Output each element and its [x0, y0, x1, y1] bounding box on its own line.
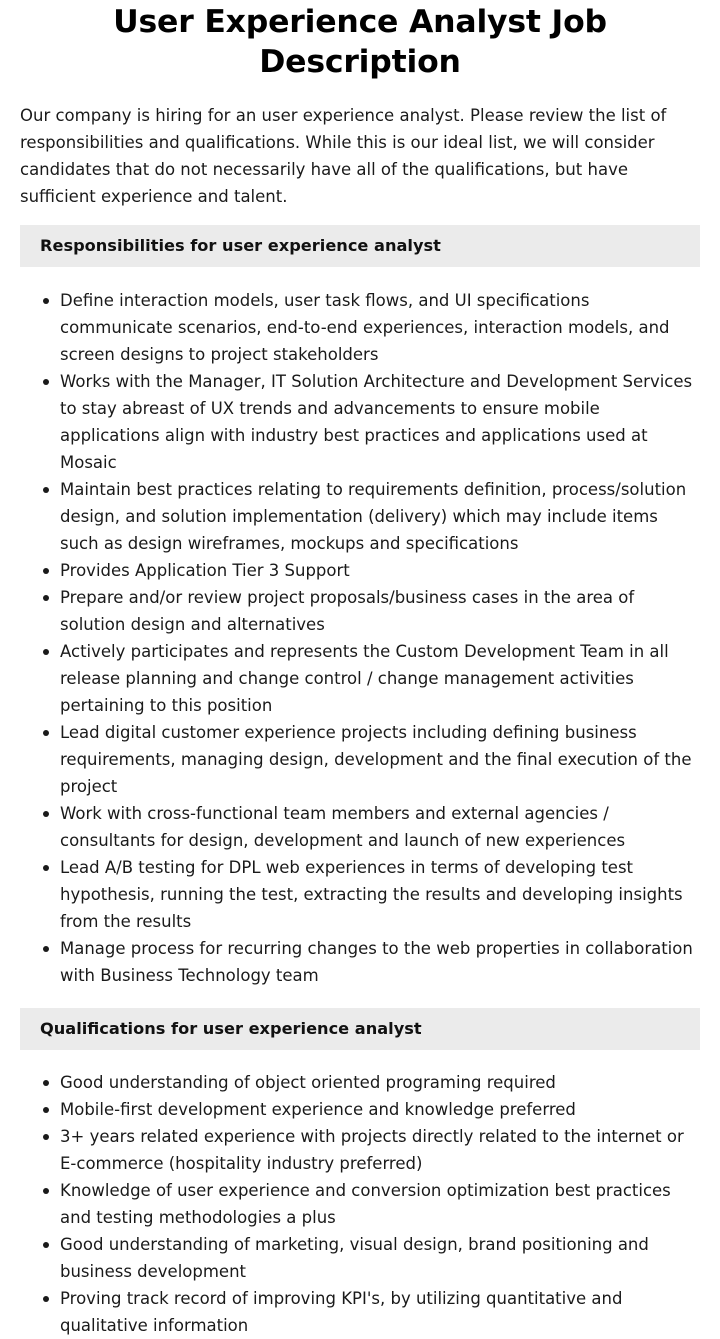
list-item: Lead digital customer experience projects including defining business requirements, managing design, development and the final execution of the project	[60, 719, 700, 800]
list-item: Work with cross-functional team members and external agencies / consultants for design, development and launch of new experiences	[60, 800, 700, 854]
list-item: Knowledge of user experience and conversion optimization best practices and testing methodologies a plus	[60, 1177, 700, 1231]
bullet-icon	[43, 379, 49, 385]
list-item: Maintain best practices relating to requirements definition, process/solution design, and solution implementation (delivery) which may include items such as design wireframes, mockups and specifications	[60, 476, 700, 557]
page-title: User Experience Analyst Job Description	[113, 4, 607, 80]
list-item: Define interaction models, user task flows, and UI specifications communicate scenarios, end-to-end experiences, interaction models, and screen designs to project stakeholders	[60, 287, 700, 368]
list-item: Actively participates and represents the Custom Development Team in all release planning and change control / change management activities pertaining to this position	[60, 638, 700, 719]
bullet-icon	[43, 1188, 49, 1194]
bullet-icon	[43, 595, 49, 601]
list-item: Works with the Manager, IT Solution Architecture and Development Services to stay abreast of UX trends and advancements to ensure mobile applications align with industry best practices and applications used at Mosaic	[60, 368, 700, 476]
bullet-icon	[43, 730, 49, 736]
list-item: Proving track record of improving KPI's, by utilizing quantitative and qualitative information	[60, 1285, 700, 1339]
responsibilities-list	[20, 287, 700, 989]
bullet-icon	[43, 865, 49, 871]
bullet-icon	[43, 811, 49, 817]
list-item: Lead A/B testing for DPL web experiences in terms of developing test hypothesis, running the test, extracting the results and developing insights from the results	[60, 854, 700, 935]
bullet-icon	[43, 946, 49, 952]
bullet-icon	[43, 1080, 49, 1086]
bullet-icon	[43, 649, 49, 655]
intro-paragraph: Our company is hiring for an user experience analyst. Please review the list of responsibilities and qualifications. While this is our ideal list, we will consider candidates that do not necessarily have all of the qualifications, but have sufficient experience and talent.	[20, 106, 667, 206]
bullet-icon	[43, 1296, 49, 1302]
list-item: Manage process for recurring changes to the web properties in collaboration with Business Technology team	[60, 935, 700, 989]
list-item: Good understanding of object oriented programing required	[60, 1069, 700, 1096]
qualifications-heading: Qualifications for user experience analyst	[20, 1008, 700, 1050]
list-item: Good understanding of marketing, visual design, brand positioning and business development	[60, 1231, 700, 1285]
bullet-icon	[43, 487, 49, 493]
bullet-icon	[43, 568, 49, 574]
bullet-icon	[43, 1134, 49, 1140]
responsibilities-heading: Responsibilities for user experience analyst	[20, 225, 700, 267]
bullet-icon	[43, 1107, 49, 1113]
bullet-icon	[43, 1242, 49, 1248]
bullet-icon	[43, 298, 49, 304]
list-item: Prepare and/or review project proposals/business cases in the area of solution design and alternatives	[60, 584, 700, 638]
list-item: 3+ years related experience with projects directly related to the internet or E-commerce (hospitality industry preferred)	[60, 1123, 700, 1177]
list-item: Mobile-first development experience and knowledge preferred	[60, 1096, 700, 1123]
list-item: Provides Application Tier 3 Support	[60, 557, 700, 584]
